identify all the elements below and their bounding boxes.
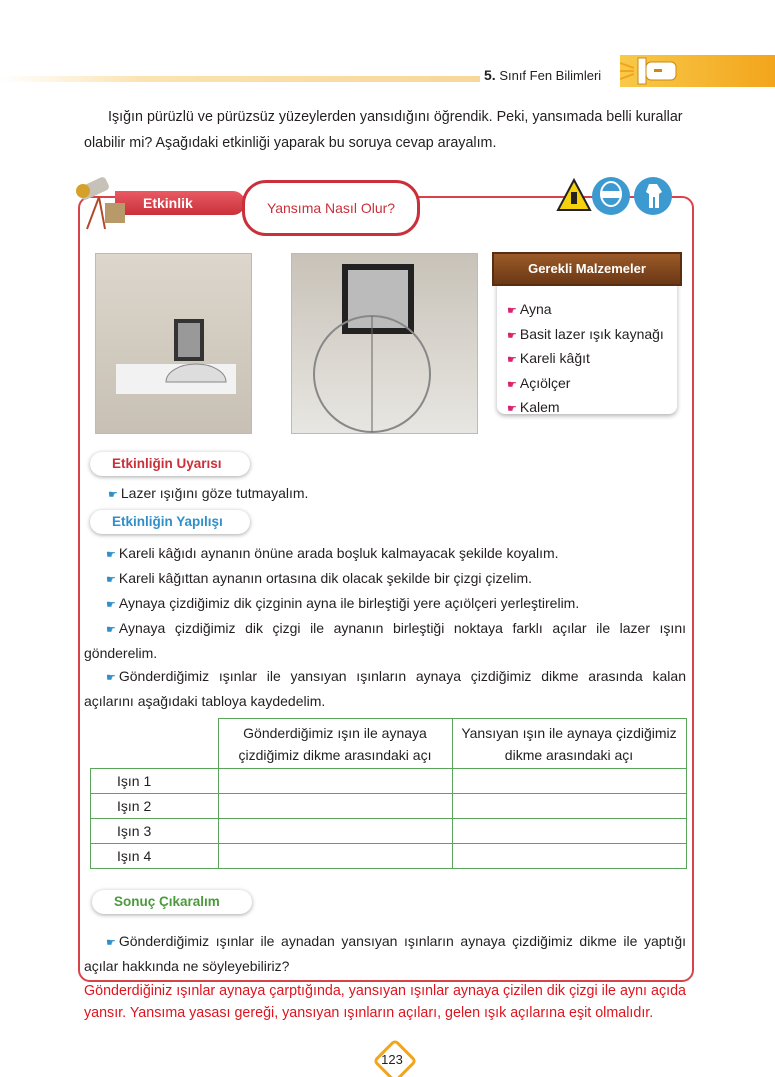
pointing-hand-icon: ☛ xyxy=(507,403,517,415)
hazard-icon xyxy=(556,178,592,217)
intro-paragraph: Işığın pürüzlü ve pürüzsüz yüzeylerden yansıdığını öğrendik. Peki, yansımada belli kurallar olabilir mi? Aşağıdaki etkinliği yaparak bu soruya cevap arayalım. xyxy=(84,109,683,151)
step: ☛ Aynaya çizdiğimiz dik çizginin ayna ile birleştiği yere açıölçeri yerleştirelim. xyxy=(106,595,580,611)
table-row: Işın 3 xyxy=(91,819,687,844)
conclusion-question: ☛ Gönderdiğimiz ışınlar ile aynadan yansıyan ışınların aynaya çizdiğimiz dikme ile yaptığı açılar hakkında ne söyleyebiliriz? xyxy=(84,933,686,974)
goggles-icon xyxy=(592,177,630,215)
materials-title: Gerekli Malzemeler xyxy=(492,252,682,286)
page-number: 123 xyxy=(381,1052,403,1067)
telescope-icon xyxy=(75,175,127,231)
subject: Sınıf Fen Bilimleri xyxy=(499,68,602,83)
pointing-hand-icon: ☛ xyxy=(507,354,517,366)
material-item: ☛ Kareli kâğıt xyxy=(507,350,590,366)
conclusion-heading: Sonuç Çıkaralım xyxy=(92,890,252,914)
activity-title: Yansıma Nasıl Olur? xyxy=(242,180,420,236)
warning-text: ☛ Lazer ışığını göze tutmayalım. xyxy=(108,485,309,501)
answer-cell[interactable] xyxy=(218,819,452,844)
answer-cell[interactable] xyxy=(452,769,686,794)
pointing-hand-icon: ☛ xyxy=(507,329,517,342)
material-item: ☛ Açıölçer xyxy=(507,374,571,391)
table-row: Işın 4 xyxy=(91,844,687,869)
column-header: Yansıyan ışın ile aynaya çizdiğimiz dikme arasındaki açı xyxy=(452,719,686,769)
header-bar xyxy=(0,76,480,82)
warning-heading: Etkinliğin Uyarısı xyxy=(90,452,250,476)
answer-cell[interactable] xyxy=(218,844,452,869)
activity-label: Etkinlik xyxy=(115,191,245,215)
step: ☛ Kareli kâğıttan aynanın ortasına dik olacak şekilde bir çizgi çizelim. xyxy=(106,570,533,586)
pointing-hand-icon: ☛ xyxy=(108,489,118,501)
material-item: ☛ Ayna xyxy=(507,301,552,317)
answer-cell[interactable] xyxy=(452,794,686,819)
step: ☛ Gönderdiğimiz ışınlar ile yansıyan ışınların aynaya çizdiğimiz dikme arasında kalan açılarını aşağıdaki tabloya kaydedelim. xyxy=(84,668,686,709)
answer-cell[interactable] xyxy=(218,769,452,794)
answer-cell[interactable] xyxy=(452,819,686,844)
pointing-hand-icon: ☛ xyxy=(507,305,517,317)
answer-cell[interactable] xyxy=(218,794,452,819)
procedure-heading: Etkinliğin Yapılışı xyxy=(90,510,250,534)
procedure-steps xyxy=(84,542,686,713)
answer-text: Gönderdiğiniz ışınlar aynaya çarptığında, yansıyan ışınlar aynaya çizilen dik çizgi ile aynı açıda yansır. Yansıma yasası gereği, yansıyan ışınların açıları, gelen ışık açılarına eşit olmalıdır. xyxy=(84,983,686,1021)
header-title xyxy=(484,67,601,83)
pointing-hand-icon: ☛ xyxy=(507,378,517,391)
grade: 5. xyxy=(484,67,496,83)
material-item: ☛ Kalem xyxy=(507,399,560,415)
table-row: Işın 2 xyxy=(91,794,687,819)
material-item: ☛ Basit lazer ışık kaynağı xyxy=(507,325,664,342)
photo-setup xyxy=(95,253,252,434)
table-row: Işın 1 xyxy=(91,769,687,794)
results-table xyxy=(90,718,687,869)
column-header: Gönderdiğimiz ışın ile aynaya çizdiğimiz dikme arasındaki açı xyxy=(218,719,452,769)
flashlight-icon xyxy=(620,55,775,87)
answer-cell[interactable] xyxy=(452,844,686,869)
step: ☛ Kareli kâğıdı aynanın önüne arada boşluk kalmayacak şekilde koyalım. xyxy=(106,545,559,561)
photo-protractor xyxy=(291,253,478,434)
step: ☛ Aynaya çizdiğimiz dik çizgi ile aynanın birleştiği noktaya farklı açılar ile lazer ışını gönderelim. xyxy=(84,620,686,661)
lab-coat-icon xyxy=(634,177,672,215)
